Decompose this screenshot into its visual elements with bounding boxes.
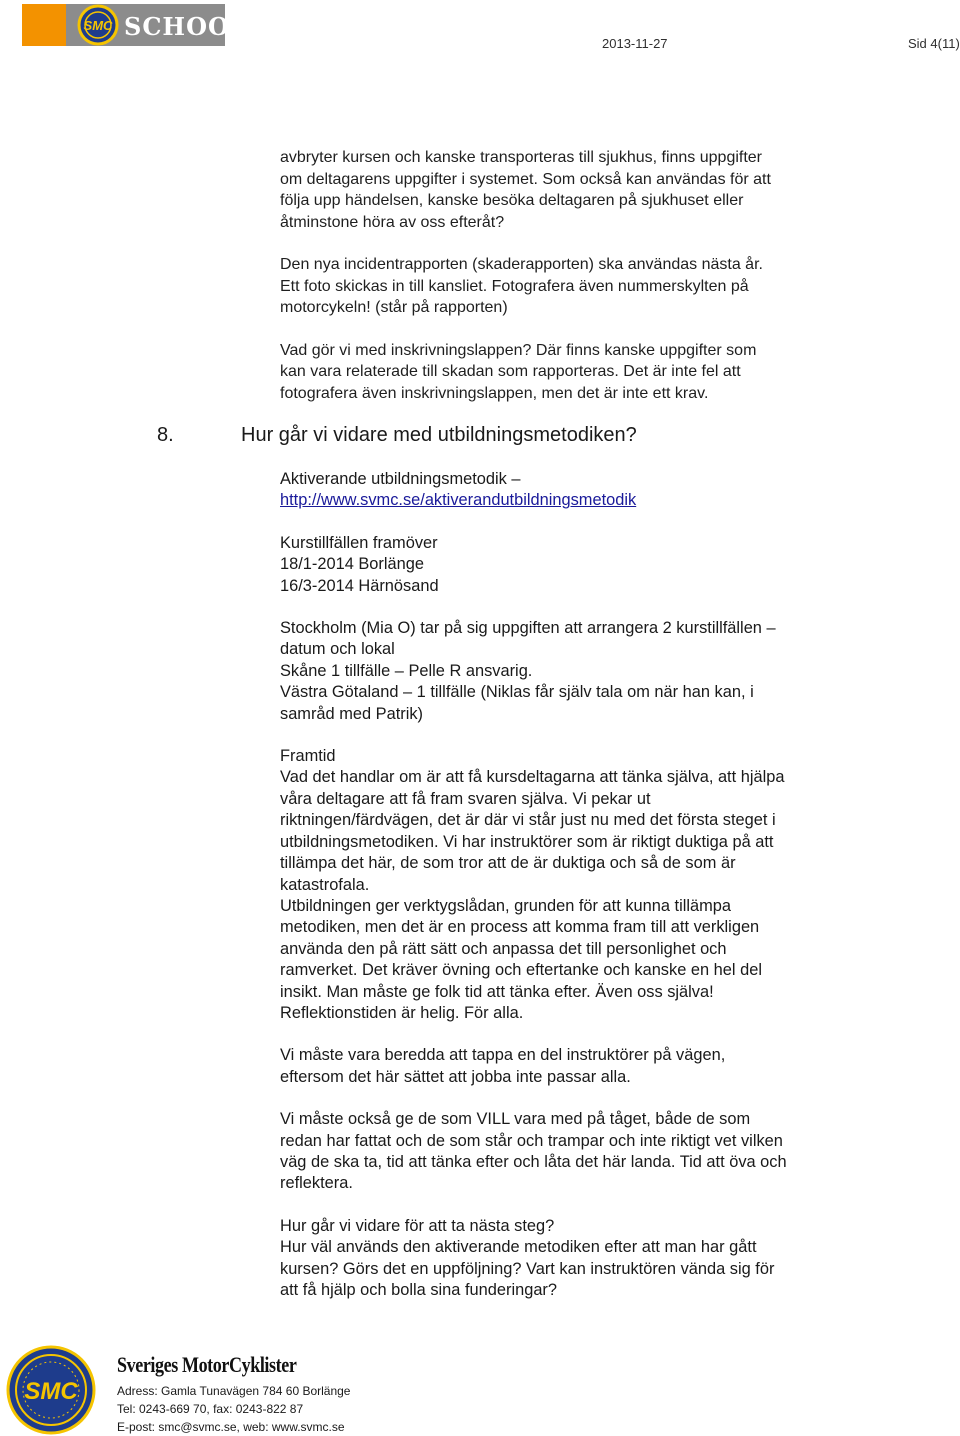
text-line: kursen? Görs det en uppföljning? Vart kan instruktören vända sig för: [280, 1259, 775, 1278]
text-line: Reflektionstiden är helig. För alla.: [280, 1003, 524, 1022]
page-number: Sid 4(11): [908, 36, 960, 51]
paragraph-next-step: [280, 1216, 880, 1302]
text-line: Skåne 1 tillfälle – Pelle R ansvarig.: [280, 661, 533, 680]
future-title: Framtid: [280, 747, 336, 766]
text-line: redan har fattat och de som står och trampar och inte riktigt vet vilken: [280, 1131, 783, 1150]
text-line: om deltagarens uppgifter i systemet. Som också kan användas för att: [280, 170, 771, 188]
emblem-text: SMC: [24, 1378, 78, 1405]
text-line: riktningen/färdvägen, det är där vi står just nu med det första steget i: [280, 811, 776, 830]
text-line: metodiken, men det är en process att komma fram till att verkligen: [280, 918, 760, 937]
logo-emblem-text: SMC: [83, 18, 113, 33]
footer-address: Adress: Gamla Tunavägen 784 60 Borlänge: [117, 1384, 351, 1398]
text-line: avbryter kursen och kanske transporteras till sjukhus, finns uppgifter: [280, 149, 763, 166]
course-item: 16/3-2014 Härnösand: [280, 576, 439, 595]
paragraph-incident-report: [280, 254, 880, 319]
text-line: använda den på rätt sätt och anpassa det till personlighet och: [280, 939, 727, 958]
text-line: reflektera.: [280, 1174, 353, 1193]
text-line: fotografera även inskrivningslappen, men det är inte ett krav.: [280, 384, 709, 402]
section-title: Hur går vi vidare med utbildningsmetodiken?: [241, 424, 637, 446]
paragraph-instructors: [280, 1045, 880, 1088]
text-line: Hur går vi vidare för att ta nästa steg?: [280, 1216, 555, 1235]
content-top: [280, 147, 880, 404]
text-line: datum och lokal: [280, 640, 395, 659]
text-line: tillämpa det här, de som tror att de är duktiga och så de som är: [280, 854, 736, 873]
text-line: Vi måste också ge de som VILL vara med på tåget, både de som: [280, 1110, 751, 1129]
organization-name: Sveriges MotorCyklister: [117, 1352, 297, 1377]
text-line: motorcykeln! (står på rapporten): [280, 299, 508, 316]
course-item: 18/1-2014 Borlänge: [280, 555, 424, 574]
smc-emblem: [6, 1345, 96, 1435]
logo-school-text: SCHOOL: [124, 12, 248, 41]
paragraph-registration-slip: [280, 340, 880, 405]
text-line: åtminstone höra av oss efteråt?: [280, 213, 505, 231]
text-line: följa upp händelsen, kanske besöka deltagaren på sjukhuset eller: [280, 192, 744, 209]
text-line: Utbildningen ger verktygslådan, grunden för att kunna tillämpa: [280, 896, 732, 915]
document-date: 2013-11-27: [602, 36, 668, 51]
content-bottom: [280, 469, 880, 1301]
text-line: Vi måste vara beredda att tappa en del instruktörer på vägen,: [280, 1046, 726, 1065]
text-line: Hur väl används den aktiverande metodiken efter att man har gått: [280, 1238, 757, 1257]
future-section: [280, 746, 880, 1024]
text-line: katastrofala.: [280, 875, 370, 894]
courses-section: [280, 533, 880, 597]
regions-section: [280, 618, 880, 725]
section-number: 8.: [157, 424, 174, 446]
text-line: insikt. Man måste ge folk tid att tänka efter. Även oss själva!: [280, 982, 714, 1001]
text-line: Vad gör vi med inskrivningslappen? Där finns kanske uppgifter som: [280, 341, 757, 359]
text-line: Stockholm (Mia O) tar på sig uppgiften att arrangera 2 kurstillfällen –: [280, 619, 776, 638]
footer-email: E-post: smc@svmc.se, web: www.svmc.se: [117, 1420, 345, 1434]
text-line: ramverket. Det kräver övning och eftertanke och kanske en hel del: [280, 961, 762, 980]
footer-phone: Tel: 0243-669 70, fax: 0243-822 87: [117, 1402, 304, 1416]
text-line: utbildningsmetodiken. Vi har instruktörer som är riktigt duktiga på att: [280, 832, 774, 851]
school-logo: [22, 4, 248, 46]
text-line: Ett foto skickas in till kansliet. Fotografera även nummerskylten på: [280, 277, 749, 295]
text-line: samråd med Patrik): [280, 704, 424, 723]
paragraph-transport: [280, 147, 880, 233]
section-heading: [157, 424, 637, 447]
text-line: Vad det handlar om är att få kursdeltagarna att tänka själva, att hjälpa: [280, 768, 785, 787]
text-line: Den nya incidentrapporten (skaderapporten) ska användas nästa år.: [280, 256, 763, 273]
text-line: kan vara relaterade till skadan som rapporteras. Det är inte fel att: [280, 363, 741, 380]
text-line: att få hjälp och bolla sina funderingar?: [280, 1281, 558, 1299]
text-line: eftersom det här sättet att jobba inte passar alla.: [280, 1067, 631, 1086]
courses-title: Kurstillfällen framöver: [280, 533, 438, 552]
text-line: väg de ska ta, tid att tänka efter och låta det här landa. Tid att öva och: [280, 1152, 787, 1171]
paragraph-train: [280, 1109, 880, 1195]
method-link[interactable]: http://www.svmc.se/aktiverandutbildningsmetodik: [280, 491, 637, 510]
method-label: Aktiverande utbildningsmetodik –: [280, 470, 521, 488]
text-line: Västra Götaland – 1 tillfälle (Niklas får själv tala om när han kan, i: [280, 683, 754, 702]
text-line: våra deltagare att få fram svaren själva. Vi pekar ut: [280, 789, 651, 808]
